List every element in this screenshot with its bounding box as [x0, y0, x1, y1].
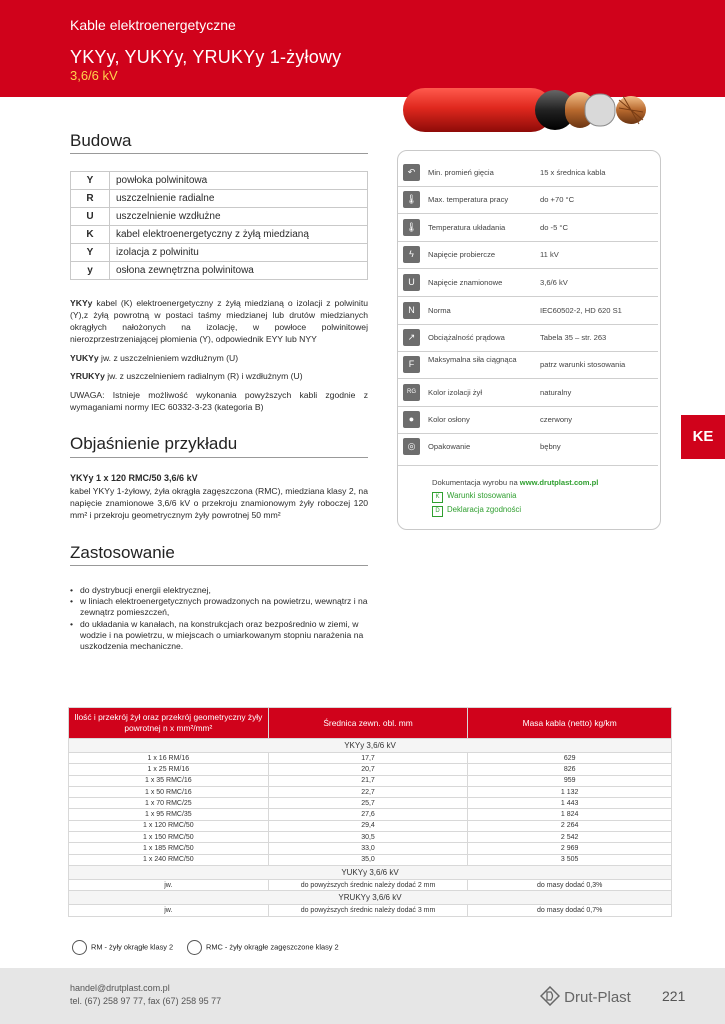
table-row: 1 x 120 RMC/50 29,4 2 264 [69, 820, 672, 831]
code-meaning: uszczelnienie radialne [110, 190, 368, 208]
divider [398, 296, 658, 297]
table-row: 1 x 240 RMC/50 35,0 3 505 [69, 854, 672, 865]
param-value: do -5 °C [540, 223, 568, 232]
description-yukyy: YUKYy jw. z uszczelnieniem wzdłużnym (U) [70, 353, 239, 363]
list-item: • do układania w kanałach, na konstrukcjach oraz bezpośrednio w ziemi, w wodzie i na powietrzu, w miejscach o umiarkowanym stopniu narażenia na uszkodzenia mechaniczne. [70, 619, 368, 653]
param-label: Obciążalność prądowa [428, 333, 505, 342]
code-meaning: izolacja z polwinitu [110, 244, 368, 262]
application-rule [70, 565, 368, 566]
round-conductor-icon [72, 940, 87, 955]
code-letter: Y [71, 172, 110, 190]
bend-radius-icon: ↶ [403, 164, 420, 181]
table-row [71, 262, 368, 280]
table-header-row [69, 708, 672, 739]
cable-data-table [68, 707, 672, 917]
category-label: Kable elektroenergetyczne [70, 17, 236, 33]
standard-icon: N [403, 302, 420, 319]
voltage-subtitle: 3,6/6 kV [70, 68, 118, 83]
code-letter: Y [71, 244, 110, 262]
laying-temperature-icon: 🌡 [403, 219, 420, 236]
page-number: 221 [662, 988, 686, 1004]
code-letter: K [71, 226, 110, 244]
param-row [398, 161, 658, 185]
divider [398, 324, 658, 325]
param-value: 11 kV [540, 250, 559, 259]
conditions-link[interactable]: K Warunki stosowania [432, 491, 516, 503]
param-label: Maksymalna siła ciągnąca [428, 355, 517, 364]
param-row [398, 243, 658, 267]
table-row: 1 x 185 RMC/50 33,0 2 969 [69, 843, 672, 854]
divider [398, 465, 658, 466]
table-row: 1 x 35 RMC/16 21,7 959 [69, 775, 672, 786]
column-header: Masa kabla (netto) kg/km [468, 708, 672, 739]
divider [398, 186, 658, 187]
code-meaning: osłona zewnętrzna polwinitowa [110, 262, 368, 280]
page-title: YKYy, YUKYy, YRUKYy 1-żyłowy [70, 47, 342, 67]
brand-icon [540, 986, 560, 1006]
param-row [398, 271, 658, 295]
sheath-color-icon: ● [403, 411, 420, 428]
table-row: 1 x 25 RM/16 20,7 826 [69, 764, 672, 775]
example-title: YKYy 1 x 120 RMC/50 3,6/6 kV [70, 473, 198, 483]
table-row: 1 x 70 RMC/25 25,7 1 443 [69, 798, 672, 809]
param-label: Min. promień gięcia [428, 168, 494, 177]
list-item: • w liniach elektroenergetycznych prowadzonych na powietrzu, wewnątrz i na zewnątrz pomieszczeń, [70, 596, 368, 618]
packaging-icon: ◎ [403, 438, 420, 455]
param-label: Kolor izolacji żył [428, 388, 483, 397]
code-letter: R [71, 190, 110, 208]
param-value: IEC60502-2, HD 620 S1 [540, 306, 622, 315]
param-row [398, 299, 658, 323]
divider [398, 351, 658, 352]
param-value: bębny [540, 442, 561, 451]
param-row [398, 381, 658, 405]
current-load-icon: ↗ [403, 329, 420, 346]
website-link[interactable]: www.drutplast.com.pl [519, 478, 599, 487]
table-row [71, 190, 368, 208]
param-row [398, 353, 658, 377]
param-label: Temperatura układania [428, 223, 506, 232]
column-header: Ilość i przekrój żył oraz przekrój geometryczny żyły powrotnej n x mm²/mm² [69, 708, 269, 739]
param-value: 3,6/6 kV [540, 278, 568, 287]
example-heading: Objaśnienie przykładu [70, 434, 238, 453]
divider [398, 378, 658, 379]
footer-phone: tel. (67) 258 97 77, fax (67) 258 95 77 [70, 996, 222, 1006]
param-row [398, 216, 658, 240]
example-rule [70, 457, 368, 458]
rated-voltage-icon: U [403, 274, 420, 291]
documentation-note: Dokumentacja wyrobu na www.drutplast.com.pl [432, 478, 599, 487]
divider [398, 268, 658, 269]
param-value: 15 x średnica kabla [540, 168, 606, 177]
param-row [398, 408, 658, 432]
description-ykyy: YKYy kabel (K) elektroenergetyczny z żyłą miedzianą o izolacji z polwinitu (Y),z żyłą powrotną w postaci taśmy miedzianej lub drutów miedzianych okrągłych nałożonych na izolację, w powłoce polwinitowej nierozprzestrzeniającej płomienia (Y), odpowiednik EYY lub NYY [70, 298, 368, 344]
group-row: YUKYy 3,6/6 kV [69, 865, 672, 879]
divider [398, 241, 658, 242]
application-list [70, 585, 368, 652]
application-heading: Zastosowanie [70, 543, 175, 562]
table-row [71, 172, 368, 190]
param-row [398, 326, 658, 350]
table-row [71, 226, 368, 244]
param-value: czerwony [540, 415, 573, 424]
declaration-icon: D [432, 506, 443, 517]
brand-logo: Drut-Plast [540, 986, 631, 1006]
divider [398, 433, 658, 434]
code-meaning: powłoka polwinitowa [110, 172, 368, 190]
table-row: 1 x 95 RMC/35 27,6 1 824 [69, 809, 672, 820]
group-row: YKYy 3,6/6 kV [69, 739, 672, 753]
param-value: Tabela 35 – str. 263 [540, 333, 607, 342]
code-letter: y [71, 262, 110, 280]
test-voltage-icon: ϟ [403, 246, 420, 263]
pulling-force-icon: F [403, 356, 420, 373]
column-header: Średnica zewn. obl. mm [268, 708, 468, 739]
table-row: jw. do powyższych średnic należy dodać 3 mm do masy dodać 0,7% [69, 905, 672, 916]
param-value: patrz warunki stosowania [540, 360, 626, 369]
param-label: Napięcie probiercze [428, 250, 496, 259]
declaration-link[interactable]: D Deklaracja zgodności [432, 505, 521, 517]
table-row [71, 244, 368, 262]
cable-illustration [395, 82, 660, 142]
param-label: Kolor osłony [428, 415, 470, 424]
description-yrukyy: YRUKYy jw. z uszczelnieniem radialnym (R) i wzdłużnym (U) [70, 371, 303, 381]
param-value: naturalny [540, 388, 572, 397]
param-label: Opakowanie [428, 442, 471, 451]
document-icon: K [432, 492, 443, 503]
table-row: 1 x 150 RMC/50 30,5 2 542 [69, 832, 672, 843]
param-label: Napięcie znamionowe [428, 278, 503, 287]
param-label: Norma [428, 306, 451, 315]
legend-rm: RM - żyły okrągłe klasy 2 [72, 940, 173, 955]
footer-email[interactable]: handel@drutplast.com.pl [70, 983, 170, 993]
code-meaning: kabel elektroenergetyczny z żyłą miedzianą [110, 226, 368, 244]
designation-table [70, 171, 368, 280]
example-text: kabel YKYy 1-żyłowy, żyła okrągła zagęszczona (RMC), miedziana klasy 2, na napięcie znamionowe 3,6/6 kV o przekroju znamionowym żyły roboczej 120 mm² i przekroju geometrycznym żyły powrotnej 50 mm² [70, 486, 368, 520]
param-row [398, 435, 658, 459]
table-row: 1 x 16 RM/16 17,7 629 [69, 753, 672, 764]
note-text: UWAGA: Istnieje możliwość wykonania powyższych kabli zgodnie z wymaganiami normy IEC 60332-3-23 (kategoria B) [70, 390, 368, 412]
group-row: YRUKYy 3,6/6 kV [69, 891, 672, 905]
param-value: do +70 °C [540, 195, 575, 204]
insulation-color-icon: RG [403, 384, 420, 401]
param-row [398, 188, 658, 212]
table-row [71, 208, 368, 226]
max-temperature-icon: 🌡 [403, 191, 420, 208]
list-item: • do dystrybucji energii elektrycznej, [70, 585, 368, 596]
code-letter: U [71, 208, 110, 226]
table-row: jw. do powyższych średnic należy dodać 2 mm do masy dodać 0,3% [69, 879, 672, 890]
param-label: Max. temperatura pracy [428, 195, 509, 204]
table-row: 1 x 50 RMC/16 22,7 1 132 [69, 786, 672, 797]
divider [398, 406, 658, 407]
compacted-conductor-icon [187, 940, 202, 955]
budowa-heading: Budowa [70, 131, 132, 150]
divider [398, 213, 658, 214]
section-tab[interactable]: KE [681, 415, 725, 459]
code-meaning: uszczelnienie wzdłużne [110, 208, 368, 226]
legend-rmc: RMC - żyły okrągłe zagęszczone klasy 2 [187, 940, 339, 955]
budowa-rule [70, 153, 368, 154]
